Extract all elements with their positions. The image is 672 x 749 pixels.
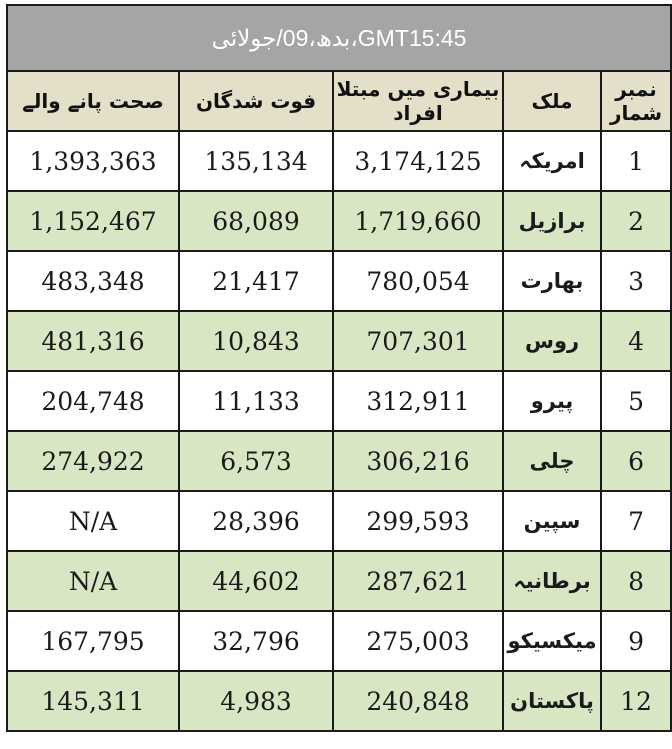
serial-cell-text: 4: [628, 326, 644, 356]
recovered-cell: [7, 191, 179, 251]
country-cell: [503, 491, 601, 551]
recovered-cell-text: 481,316: [41, 326, 145, 356]
country-cell: [503, 191, 601, 251]
recovered-cell: [7, 251, 179, 311]
recovered-cell-text: 204,748: [41, 386, 145, 416]
recovered-cell-text: 483,348: [41, 266, 145, 296]
table-row: [7, 551, 671, 611]
cases-cell-text: 1,719,660: [354, 206, 482, 236]
serial-cell: [601, 671, 671, 731]
recovered-cell-text: 145,311: [41, 686, 145, 716]
recovered-cell: [7, 131, 179, 191]
country-cell-text: پیرو: [530, 389, 574, 413]
table-row: [7, 191, 671, 251]
country-cell-text: امریکہ: [519, 149, 585, 173]
recovered-cell: [7, 551, 179, 611]
country-cell-text: برطانیہ: [513, 569, 591, 593]
country-cell: [503, 671, 601, 731]
cases-cell: [333, 491, 503, 551]
deaths-cell: [179, 431, 333, 491]
deaths-cell: [179, 551, 333, 611]
header-row: [7, 71, 671, 131]
table-row: [7, 671, 671, 731]
cases-cell: [333, 251, 503, 311]
recovered-cell-text: 167,795: [41, 626, 145, 656]
cases-cell-text: 707,301: [366, 326, 470, 356]
cases-cell: [333, 191, 503, 251]
table-row: [7, 131, 671, 191]
country-cell-text: بھارت: [520, 269, 584, 293]
serial-cell-text: 6: [628, 446, 644, 476]
cases-cell: [333, 431, 503, 491]
table-row: [7, 371, 671, 431]
cases-cell: [333, 371, 503, 431]
deaths-cell-text: 68,089: [212, 206, 300, 236]
serial-cell: [601, 131, 671, 191]
serial-cell: [601, 191, 671, 251]
table-title: [7, 5, 671, 71]
cases-cell-text: 275,003: [366, 626, 470, 656]
recovered-cell: [7, 611, 179, 671]
deaths-cell-text: 32,796: [212, 626, 300, 656]
serial-cell-text: 9: [628, 626, 644, 656]
cases-cell-text: 312,911: [366, 386, 470, 416]
deaths-cell: [179, 611, 333, 671]
serial-cell: [601, 491, 671, 551]
table-row: [7, 251, 671, 311]
country-cell-text: چلی: [529, 449, 575, 473]
table-row: [7, 491, 671, 551]
serial-cell: [601, 611, 671, 671]
recovered-cell-text: 1,152,467: [29, 206, 157, 236]
country-cell-text: روس: [524, 329, 580, 353]
serial-cell-text: 8: [628, 566, 644, 596]
country-cell: [503, 551, 601, 611]
recovered-cell-text: N/A: [68, 506, 118, 536]
deaths-cell: [179, 131, 333, 191]
table-row: [7, 311, 671, 371]
cases-cell-text: 299,593: [366, 506, 470, 536]
deaths-cell-text: 4,983: [220, 686, 292, 716]
serial-cell: [601, 251, 671, 311]
cases-cell-text: 306,216: [366, 446, 470, 476]
country-cell: [503, 251, 601, 311]
cases-cell: [333, 671, 503, 731]
cases-cell: [333, 551, 503, 611]
cases-cell: [333, 131, 503, 191]
deaths-cell: [179, 491, 333, 551]
table-title-text: GMT15:45،بدھ،09/جولائی: [211, 24, 467, 51]
deaths-cell: [179, 311, 333, 371]
country-cell: [503, 611, 601, 671]
serial-cell-text: 7: [628, 506, 644, 536]
serial-cell: [601, 551, 671, 611]
table-row: [7, 611, 671, 671]
recovered-cell-text: 1,393,363: [29, 146, 157, 176]
cases-cell-text: 287,621: [366, 566, 470, 596]
deaths-cell: [179, 671, 333, 731]
header-serial: نمبر شمار: [601, 71, 671, 131]
header-cases: بیماری میں مبتلا افراد: [333, 71, 503, 131]
header-country: ملک: [503, 71, 601, 131]
table-row: [7, 431, 671, 491]
serial-cell: [601, 311, 671, 371]
recovered-cell: [7, 671, 179, 731]
recovered-cell: [7, 371, 179, 431]
deaths-cell-text: 135,134: [204, 146, 308, 176]
recovered-cell: [7, 491, 179, 551]
deaths-cell: [179, 251, 333, 311]
cases-cell-text: 3,174,125: [354, 146, 482, 176]
country-cell-text: پاکستان: [510, 689, 594, 713]
cases-cell-text: 780,054: [366, 266, 470, 296]
header-recovered: صحت پانے والے: [7, 71, 179, 131]
serial-cell-text: 3: [628, 266, 644, 296]
covid-stats-table: [6, 4, 672, 732]
recovered-cell: [7, 431, 179, 491]
country-cell: [503, 131, 601, 191]
stats-table-container: [6, 4, 670, 732]
cases-cell: [333, 611, 503, 671]
cases-cell: [333, 311, 503, 371]
deaths-cell-text: 6,573: [220, 446, 292, 476]
serial-cell-text: 1: [628, 146, 644, 176]
recovered-cell-text: N/A: [68, 566, 118, 596]
recovered-cell: [7, 311, 179, 371]
country-cell: [503, 431, 601, 491]
deaths-cell-text: 10,843: [212, 326, 300, 356]
header-deaths: فوت شدگان: [179, 71, 333, 131]
country-cell-text: برازیل: [518, 209, 586, 233]
deaths-cell-text: 28,396: [212, 506, 300, 536]
country-cell-text: سپین: [523, 509, 581, 533]
country-cell: [503, 311, 601, 371]
serial-cell-text: 12: [620, 686, 652, 716]
serial-cell: [601, 431, 671, 491]
serial-cell-text: 2: [628, 206, 644, 236]
cases-cell-text: 240,848: [366, 686, 470, 716]
recovered-cell-text: 274,922: [41, 446, 145, 476]
deaths-cell: [179, 191, 333, 251]
country-cell-text: میکسیکو: [507, 629, 597, 653]
serial-cell-text: 5: [628, 386, 644, 416]
deaths-cell: [179, 371, 333, 431]
table-body: [7, 131, 671, 731]
deaths-cell-text: 21,417: [212, 266, 300, 296]
country-cell: [503, 371, 601, 431]
deaths-cell-text: 44,602: [212, 566, 300, 596]
deaths-cell-text: 11,133: [212, 386, 300, 416]
serial-cell: [601, 371, 671, 431]
